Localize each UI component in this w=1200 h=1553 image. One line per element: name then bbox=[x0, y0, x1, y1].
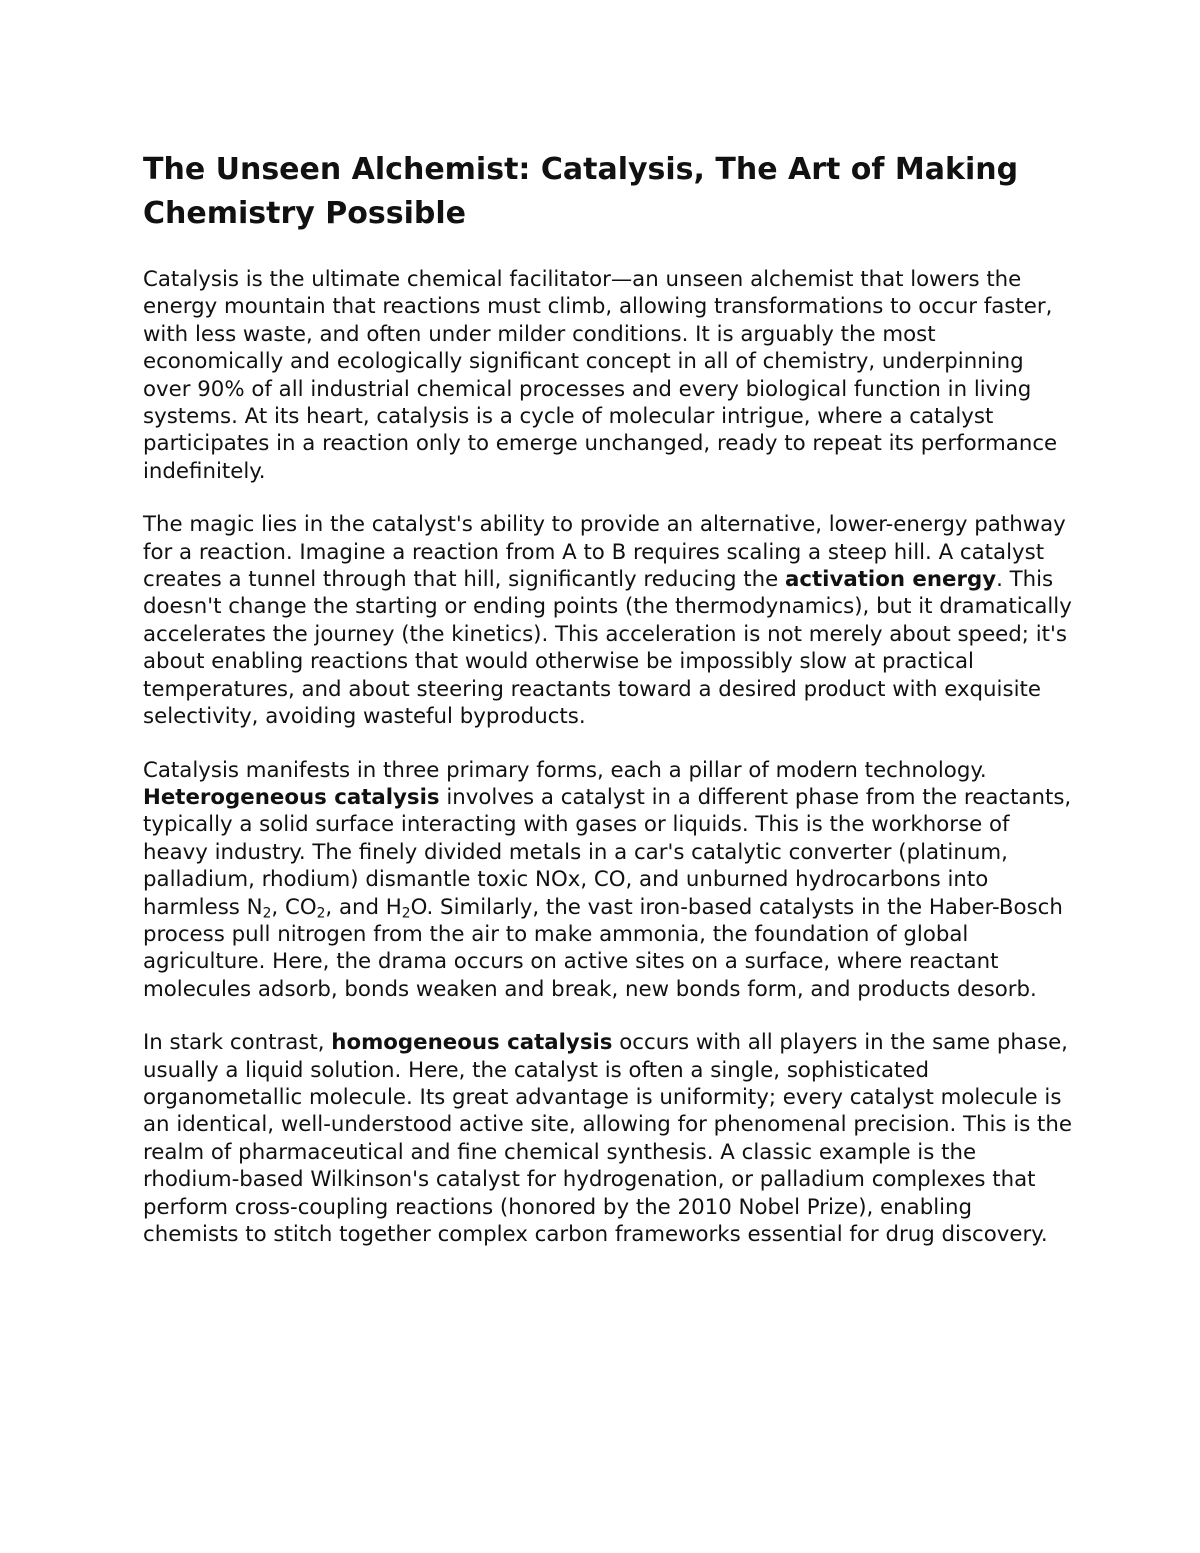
bold-term-homogeneous-catalysis: homogeneous catalysis bbox=[331, 1030, 613, 1056]
text-span: Catalysis manifests in three primary forms, each a pillar of modern technology. bbox=[143, 757, 987, 783]
document-page bbox=[143, 148, 1073, 1274]
text-span: involves a catalyst in a different phase from the reactants, typically a solid surface interacting with gases or liquids. This is the workhorse of heavy industry. The finely divided metals in a car's catalytic converter (platinum, palladium, rhodium) dismantle toxic NOx, CO, and unburned hydrocarbons into harmless N bbox=[143, 784, 1072, 920]
bold-term-activation-energy: activation energy bbox=[784, 567, 997, 593]
text-span: In stark contrast, bbox=[143, 1030, 332, 1056]
paragraph-activation-energy bbox=[143, 511, 1073, 730]
text-span: The magic lies in the catalyst's ability to provide an alternative, lower-energy pathway for a reaction. Imagine a reaction from A to B requires scaling a steep hill. A catalyst creates a tunnel through that hill, significantly reducing the bbox=[143, 512, 1066, 593]
text-span: , CO bbox=[271, 894, 317, 920]
text-span: , and H bbox=[325, 894, 402, 920]
paragraph-heterogeneous bbox=[143, 757, 1073, 1004]
paragraph-intro: Catalysis is the ultimate chemical facilitator—an unseen alchemist that lowers the energy mountain that reactions must climb, allowing transformations to occur faster, with less waste, and often under milder conditions. It is arguably the most economically and ecologically significant concept in all of chemistry, underpinning over 90% of all industrial chemical processes and every biological function in living systems. At its heart, catalysis is a cycle of molecular intrigue, where a catalyst participates in a reaction only to emerge unchanged, ready to repeat its performance indefinitely. bbox=[143, 267, 1058, 484]
text-span: O. Similarly, the vast iron-based catalysts in the Haber-Bosch process pull nitrogen from the air to make ammonia, the foundation of global agriculture. Here, the drama occurs on active sites on a surface, where reactant molecules adsorb, bonds weaken and break, new bonds form, and products desorb. bbox=[143, 894, 1063, 1002]
subscript: 2 bbox=[316, 904, 326, 921]
bold-term-heterogeneous-catalysis: Heterogeneous catalysis bbox=[143, 784, 440, 810]
text-span: . This doesn't change the starting or ending points (the thermodynamics), but it dramatically accelerates the journey (the kinetics). This acceleration is not merely about speed; it's about enabling reactions that would otherwise be impossibly slow at practical temperatures, and about steering reactants toward a desired product with exquisite selectivity, avoiding wasteful byproducts. bbox=[143, 567, 1072, 730]
paragraph-homogeneous bbox=[143, 1029, 1073, 1248]
document-title: The Unseen Alchemist: Catalysis, The Art of Making Chemistry Possible bbox=[143, 152, 1019, 231]
subscript: 2 bbox=[262, 904, 272, 921]
text-span: occurs with all players in the same phase, usually a liquid solution. Here, the catalyst is often a single, sophisticated organometallic molecule. Its great advantage is uniformity; every catalyst molecule is an identical, well-understood active site, allowing for phenomenal precision. This is the realm of pharmaceutical and fine chemical synthesis. A classic example is the rhodium-based Wilkinson's catalyst for hydrogenation, or palladium complexes that perform cross-coupling reactions (honored by the 2010 Nobel Prize), enabling chemists to stitch together complex carbon frameworks essential for drug discovery. bbox=[143, 1030, 1073, 1247]
subscript: 2 bbox=[401, 904, 411, 921]
